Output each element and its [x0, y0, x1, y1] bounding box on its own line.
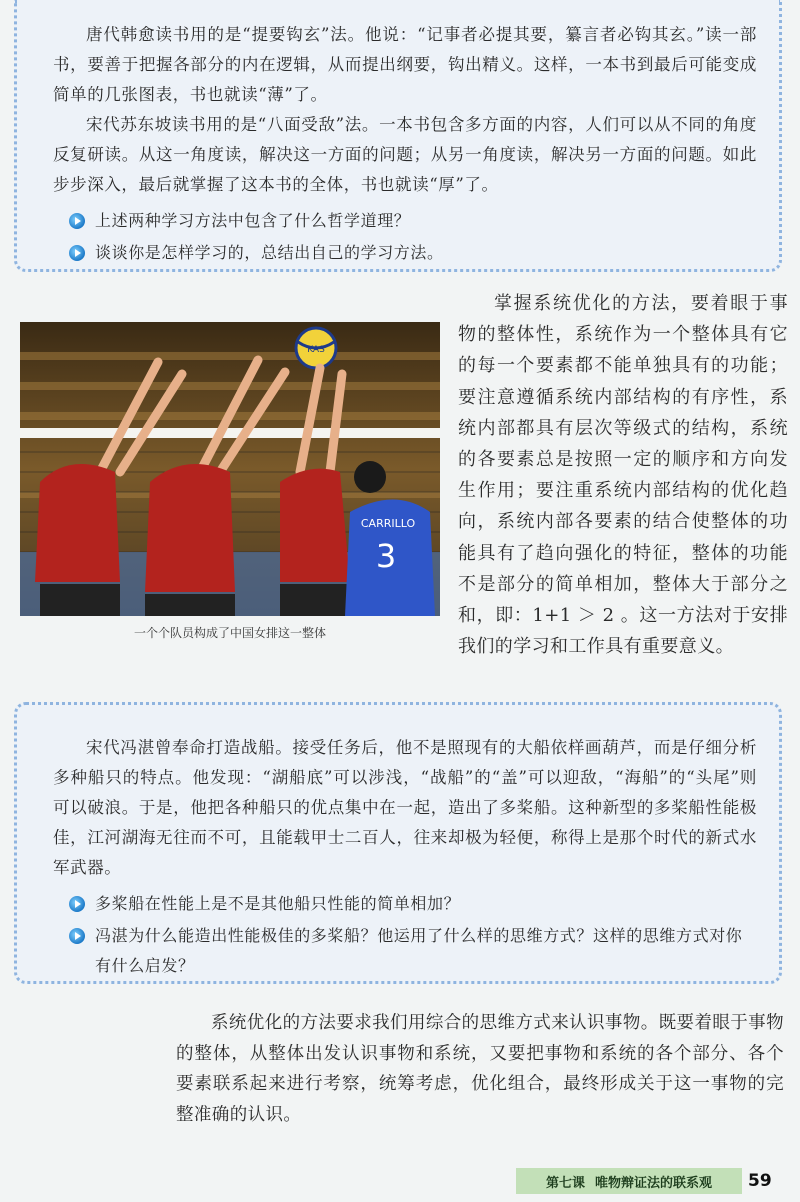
reading-box-bottom [14, 702, 782, 984]
question-item [69, 921, 757, 981]
question-item [69, 206, 757, 236]
lesson-title: 唯物辩证法的联系观 [595, 1175, 713, 1191]
question-text: 冯湛为什么能造出性能极佳的多桨船？他运用了什么样的思维方式？这样的思维方式对你有什么启发？ [95, 926, 743, 975]
svg-text:CARRILLO: CARRILLO [360, 517, 416, 530]
paragraph-feng-zhan: 宋代冯湛曾奉命打造战船。接受任务后，他不是照现有的大船依样画葫芦，而是仔细分析多种船只的特点。他发现：“湖船底”可以涉浅，“战船”的“盖”可以迎敌，“海船”的“头尾”则可以破浪。于是，他把各种船只的优点集中在一起，造出了多桨船。这种新型的多桨船性能极佳，江河湖海无往而不可，且能载甲士二百人，往来却极为轻便，称得上是那个时代的新式水军武器。 [53, 738, 757, 877]
volleyball-illustration [20, 322, 440, 616]
page-number: 59 [748, 1171, 772, 1191]
paragraph-su-dongpo: 宋代苏东坡读书用的是“八面受敌”法。一本书包含多方面的内容，人们可以从不同的角度反复研读。从这一角度读，解决这一方面的问题；从另一角度读，解决另一方面的问题。如此步步深入，最后就掌握了这本书的全体，书也就读“厚”了。 [53, 115, 757, 194]
chapter-footer [516, 1168, 742, 1194]
question-text: 多桨船在性能上是不是其他船只性能的简单相加？ [95, 894, 461, 913]
question-list-top [69, 204, 757, 268]
reading-box-top-text [53, 20, 757, 200]
play-bullet-icon [69, 213, 85, 229]
main-paragraph-synthesis: 系统优化的方法要求我们用综合的思维方式来认识事物。既要着眼于事物的整体，从整体出发认识事物和系统，又要把事物和系统的各个部分、各个要素联系起来进行考察，统筹考虑，优化组合，最终形成关于这一事物的完整准确的认识。 [176, 1013, 784, 1125]
main-paragraph-system-optimization: 掌握系统优化的方法，要着眼于事物的整体性，系统作为一个整体具有它的每一个要素都不能单独具有的功能；要注意遵循系统内部结构的有序性，系统内部都具有层次等级式的结构，系统的各要素总是按照一定的顺序和方向发生作用；要注重系统内部结构的优化趋向，系统内部各要素的结合使整体的功能具有了趋向强化的特征，整体的功能不是部分的简单相加，整体大于部分之和，即：1+1 ＞ 2 。这一方法对于安排我们的学习和工作具有重要意义。 [458, 293, 788, 658]
play-bullet-icon [69, 928, 85, 944]
lesson-label: 第七课 [545, 1175, 585, 1191]
svg-text:KAS: KAS [307, 345, 325, 355]
play-bullet-icon [69, 245, 85, 261]
question-text: 上述两种学习方法中包含了什么哲学道理？ [95, 211, 411, 230]
reading-box-bottom-text [53, 733, 757, 883]
question-item [69, 238, 757, 268]
question-list-bottom [69, 887, 757, 981]
photo-caption: 一个个队员构成了中国女排这一整体 [133, 626, 326, 640]
volleyball-icon [296, 328, 336, 368]
reading-box-top [14, 0, 782, 272]
question-item [69, 889, 757, 919]
question-text: 谈谈你是怎样学习的，总结出自己的学习方法。 [95, 243, 444, 262]
play-bullet-icon [69, 896, 85, 912]
svg-text:3: 3 [375, 537, 397, 575]
volleyball-photo [20, 322, 440, 616]
paragraph-han-yu: 唐代韩愈读书用的是“提要钩玄”法。他说：“记事者必提其要，纂言者必钩其玄。”读一部书，要善于把握各部分的内在逻辑，从而提出纲要，钩出精义。这样，一本书到最后可能变成简单的几张图表，书也就读“薄”了。 [53, 25, 757, 104]
